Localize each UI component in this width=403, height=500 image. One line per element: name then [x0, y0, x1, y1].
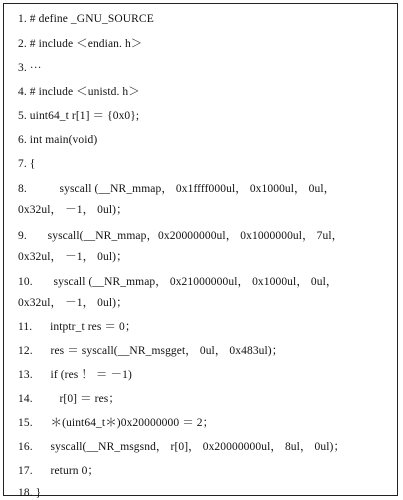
- code-line-4: [18, 85, 389, 99]
- code-text: res ＝ syscall(__NR_msgget， 0ul， 0x483ul)；: [32, 345, 284, 357]
- line-number: 17.: [18, 465, 33, 477]
- line-number: 13.: [18, 369, 33, 381]
- code-line-13: [18, 368, 389, 382]
- code-text: 0x32ul， －1， 0ul)；: [18, 251, 128, 263]
- code-line-18: [18, 486, 389, 500]
- code-text: syscall(__NR_msgsnd， r[0]， 0x20000000ul， 8ul， 0ul)；: [32, 441, 346, 453]
- code-line-12: [18, 344, 389, 358]
- code-line-17: [18, 464, 389, 478]
- code-line-10-cont: [18, 296, 389, 310]
- code-text: intptr_t res ＝ 0；: [32, 321, 137, 333]
- code-line-14: [18, 392, 389, 406]
- code-text: # include ＜endian. h＞: [26, 38, 143, 50]
- code-line-9: [18, 229, 389, 243]
- line-number: 12.: [18, 345, 33, 357]
- code-line-10: [18, 275, 389, 289]
- code-line-1: [18, 12, 389, 26]
- code-line-15: [18, 416, 389, 430]
- code-line-9-cont: [18, 250, 389, 264]
- code-listing: [3, 3, 398, 499]
- line-number: 6.: [18, 134, 27, 146]
- code-text: if (res ！ ＝ －1): [32, 369, 132, 381]
- code-line-3: [18, 61, 389, 75]
- line-number: 15.: [18, 417, 33, 429]
- code-line-16: [18, 440, 389, 454]
- line-number: 3.: [18, 62, 27, 74]
- code-line-8-cont: [18, 203, 389, 217]
- code-text: syscall (__NR_mmap， 0x1ffff000ul， 0x1000ul， 0ul，: [26, 183, 336, 195]
- code-text: 0x32ul， －1， 0ul)；: [18, 204, 128, 216]
- code-text: return 0；: [32, 465, 100, 477]
- code-text: 0x32ul， －1， 0ul)；: [18, 297, 128, 309]
- line-number: 11.: [18, 321, 33, 333]
- line-number: 8.: [18, 183, 27, 195]
- line-number: 1.: [18, 13, 27, 25]
- line-number: 14.: [18, 393, 33, 405]
- code-text: # define _GNU_SOURCE: [26, 13, 154, 25]
- code-line-2: [18, 37, 389, 51]
- line-number: 5.: [18, 110, 27, 122]
- code-text: syscall (__NR_mmap， 0x21000000ul， 0x1000ul， 0ul，: [32, 276, 338, 288]
- code-text: }: [32, 487, 42, 499]
- code-line-7: [18, 157, 389, 171]
- line-number: 9.: [18, 230, 27, 242]
- code-text: ＊(uint64_t＊)0x20000000 ＝ 2；: [32, 417, 215, 429]
- code-line-6: [18, 133, 389, 147]
- code-text: r[0] ＝ res；: [32, 393, 120, 405]
- code-text: syscall(__NR_mmap，0x20000000ul， 0x1000000ul， 7ul，: [26, 230, 344, 242]
- code-text: int main(void): [26, 134, 98, 146]
- line-number: 18.: [18, 487, 33, 499]
- code-text: uint64_t r[1] ＝ {0x0};: [26, 110, 140, 122]
- code-text: # include ＜unistd. h＞: [26, 86, 140, 98]
- line-number: 7.: [18, 158, 27, 170]
- code-text: ···: [26, 62, 42, 74]
- code-line-5: [18, 109, 389, 123]
- code-text: {: [26, 158, 36, 170]
- code-line-8: [18, 182, 389, 196]
- line-number: 4.: [18, 86, 27, 98]
- line-number: 16.: [18, 441, 33, 453]
- code-line-11: [18, 320, 389, 334]
- line-number: 2.: [18, 38, 27, 50]
- line-number: 10.: [18, 276, 33, 288]
